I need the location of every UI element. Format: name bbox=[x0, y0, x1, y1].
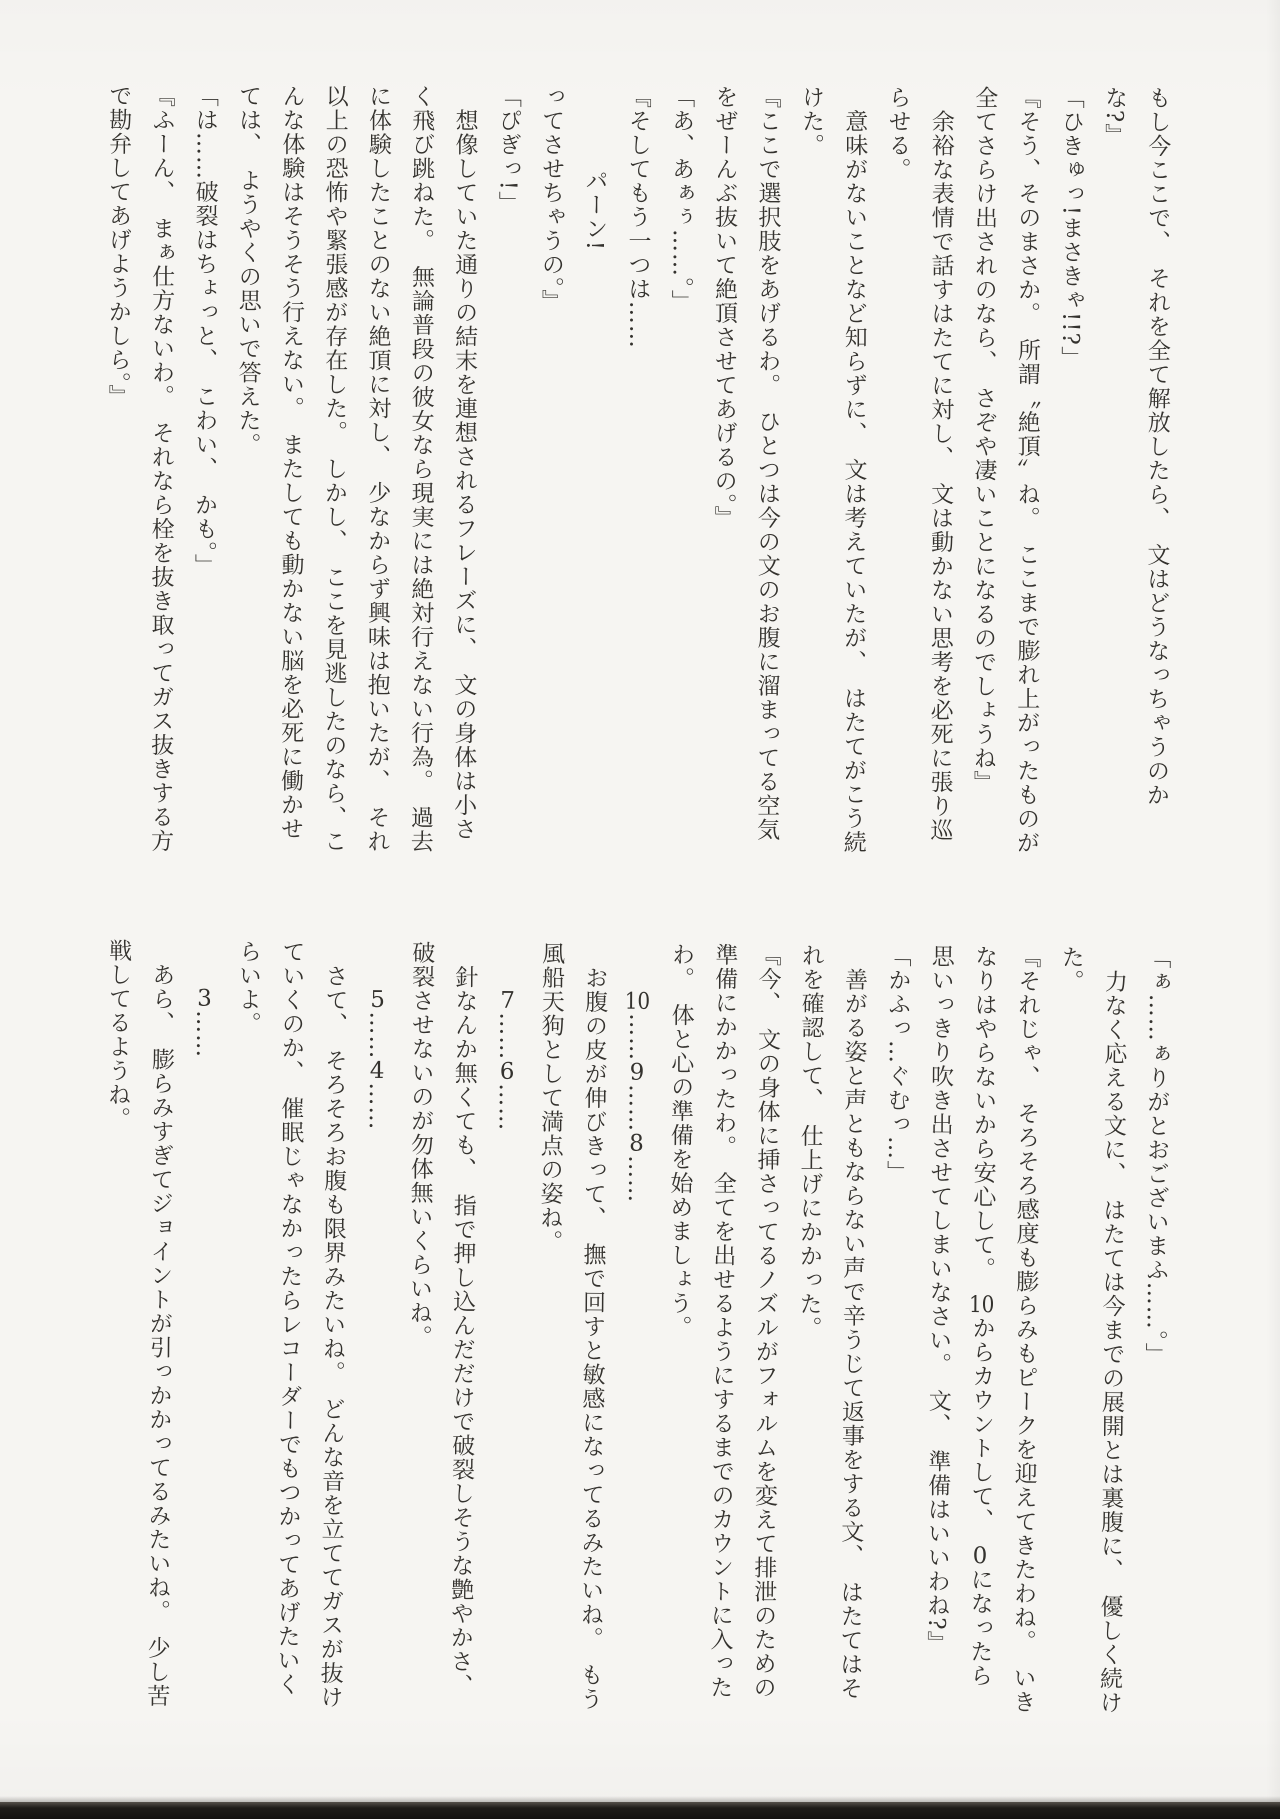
text-block-lower bbox=[90, 938, 1178, 1746]
text-line: 「ぴぎっ!」 bbox=[494, 84, 521, 215]
text-line: もし今ここで、 それを全て解放したら、 文はどうなっちゃうのか bbox=[1142, 85, 1170, 807]
vertical-number: 4 bbox=[369, 1059, 385, 1083]
text-line: わ。 体と心の準備を始めましょう。 bbox=[664, 942, 694, 1340]
text-line: 『ふーん、 まぁ仕方ないわ。 それなら栓を抜き取ってガス抜きする方 bbox=[146, 83, 175, 853]
text-line: な?』 bbox=[1100, 85, 1127, 148]
text-line: に体験したことのない絶頂に対し、 少なからず興味は抱いたが、 それ bbox=[363, 84, 391, 854]
text-line: 風船天狗として満点の姿ね。 bbox=[535, 941, 564, 1254]
text-line: ていくのか、 催眠じゃなかったらレコーダーでもつかってあげたいく bbox=[272, 939, 305, 1697]
text-line: 以上の恐怖や緊張感が存在した。 しかし、 ここを見逃したのなら、こ bbox=[319, 84, 348, 854]
text-line: 針なんか無くても、 指で押し込んだだけで破裂しそうな艶やかさ、 bbox=[445, 964, 478, 1698]
text-line: 『そう、そのまさか。 所謂〝絶頂〟ね。 ここまで膨れ上がったものが bbox=[1012, 85, 1041, 855]
text-line: 7……6…… bbox=[493, 989, 521, 1132]
text-line: 『そしてもう一つは…… bbox=[623, 84, 651, 349]
vertical-number: 8 bbox=[628, 1132, 644, 1156]
text-line: 意味がないことなど知らずに、 文は考えていたが、 はたてがこう続 bbox=[839, 109, 867, 855]
text-line: ってさせちゃうの。』 bbox=[537, 84, 564, 314]
text-line: 「かふっ…ぐむっ…」 bbox=[882, 943, 911, 1185]
vertical-number: 5 bbox=[369, 988, 385, 1012]
text-line: らいよ。 bbox=[234, 939, 261, 1036]
text-line: 『それじゃ、 そろそろ感度も膨らみもピークを迎えてきたわね。 いき bbox=[1008, 944, 1041, 1715]
scanner-right-shadow bbox=[1266, 0, 1280, 1819]
text-line: パーン! bbox=[580, 168, 607, 252]
vertical-number: 3 bbox=[196, 987, 212, 1011]
text-line: 破裂させないのが勿体無いくらいね。 bbox=[405, 940, 434, 1349]
text-line: 余裕な表情で話すはたてに対し、 文は動かない思考を必死に張り巡 bbox=[925, 109, 954, 843]
scan-edge-strip bbox=[0, 1802, 1280, 1819]
text-line: 思いっきり吹き出させてしまいなさい。 文、 準備はいいわね?』 bbox=[922, 944, 954, 1655]
text-line: で勘弁してあげようかしら。』 bbox=[104, 83, 131, 409]
text-line: 10……9……8…… bbox=[622, 990, 650, 1204]
text-line: ては、 ようやくの思いで答えた。 bbox=[233, 84, 261, 457]
text-line: をぜーんぶ抜いて絶頂させてあげるの。』 bbox=[710, 85, 738, 530]
text-line: 「ひきゅっ!まさきゃ!!?」 bbox=[1056, 85, 1084, 370]
vertical-number: 0 bbox=[972, 1544, 987, 1568]
text-line: 戦してるようね。 bbox=[103, 938, 131, 1131]
text-line: 『ここで選択肢をあげるわ。 ひとつは今の文のお腹に溜まってる空気 bbox=[752, 85, 781, 842]
text-line: 力なく応える文に、 はたては今までの展開とは裏腹に、 優しく続け bbox=[1095, 969, 1127, 1715]
vertical-number: 10 bbox=[624, 990, 650, 1014]
text-line: れを確認して、 仕上げにかかった。 bbox=[794, 943, 824, 1341]
text-line: あら、 膨らみすぎてジョイントが引っかかってるみたいね。 少し苦 bbox=[142, 962, 175, 1708]
text-line: らせる。 bbox=[884, 85, 911, 182]
vertical-number: 9 bbox=[629, 1061, 644, 1085]
vertical-number: 7 bbox=[499, 989, 515, 1013]
text-line: 想像していた通りの結末を連想されるフレーズに、 文の身体は小さ bbox=[449, 108, 478, 842]
text-line: 「あ、あぁぅ……。」 bbox=[667, 84, 694, 314]
text-line: んな体験はそうそう行えない。 またしても動かない脳を必死に働かせ bbox=[276, 84, 305, 841]
text-line: く飛び跳ねた。 無論普段の彼女なら現実には絶対行えない行為。 過去 bbox=[406, 84, 434, 854]
text-line: 全てさらけ出されのなら、 さぞや凄いことになるのでしょうね』 bbox=[969, 85, 997, 795]
text-line: た。 bbox=[1057, 945, 1084, 994]
text-line: 3…… bbox=[190, 987, 217, 1059]
vertical-number: 10 bbox=[968, 1293, 995, 1317]
text-line: 「は……破裂はちょっと、 こわい、 かも。」 bbox=[190, 83, 218, 578]
text-line: なりはやらないから安心して。 10からカウントして、 0になったら bbox=[965, 944, 997, 1688]
text-line: 準備にかかったわ。 全てを出せるようにするまでのカウントに入った bbox=[705, 942, 738, 1700]
text-line: 『今、 文の身体に挿さってるノズルがフォルムを変えて排泄のための bbox=[749, 943, 781, 1700]
text-line: 「ぁ……ぁりがとおございまふ……。」 bbox=[1141, 945, 1171, 1367]
text-block-upper bbox=[94, 84, 1178, 922]
text-line: 善がる姿と声ともならない声で辛うじて返事をする文、 はたてはそ bbox=[835, 967, 867, 1701]
vertical-number: 6 bbox=[499, 1060, 515, 1084]
text-line: けた。 bbox=[797, 85, 824, 158]
text-line: お腹の皮が伸びきって、 撫で回すと敏感になってるみたいね。 もう bbox=[575, 965, 607, 1711]
text-line: さて、 そろそろお腹も限界みたいね。 どんな音を立ててガスが抜け bbox=[316, 964, 348, 1710]
text-line: 5……4…… bbox=[363, 988, 391, 1131]
